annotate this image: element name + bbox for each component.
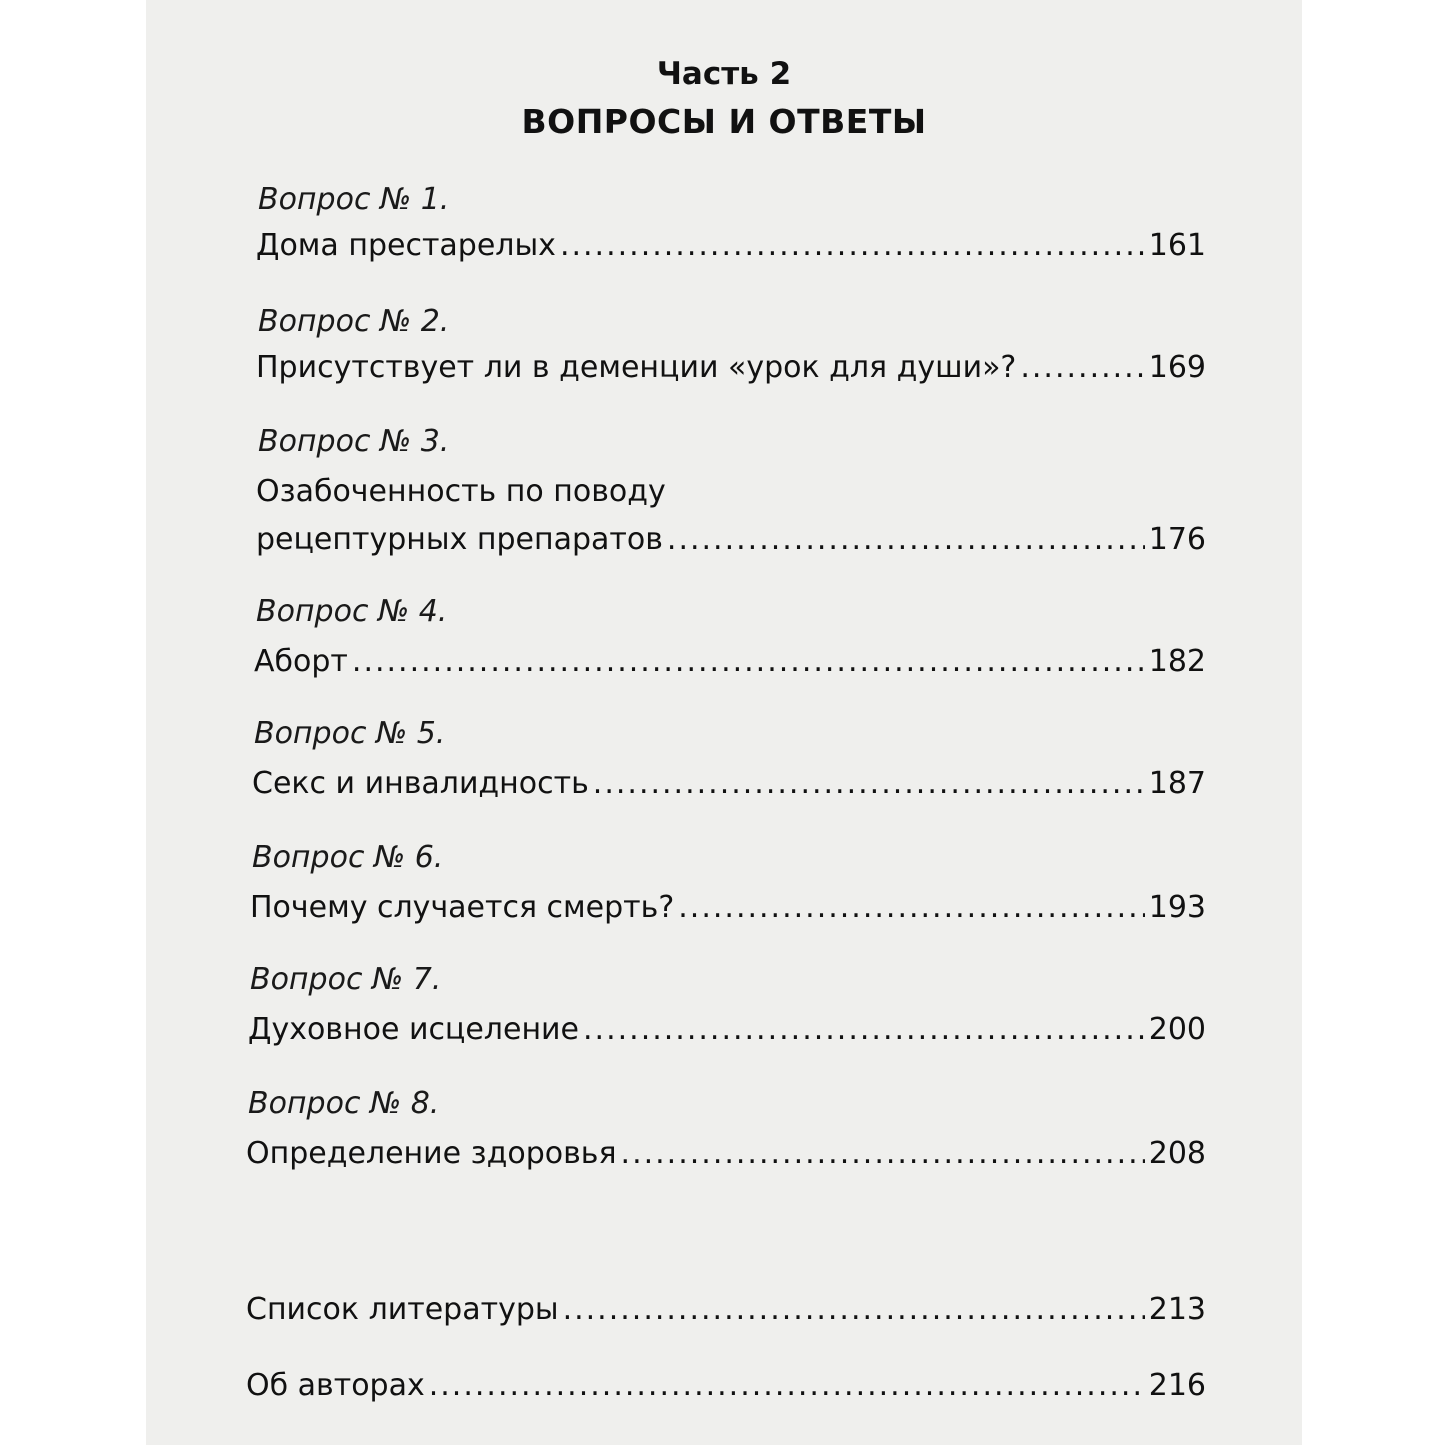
toc-entry-page: 187 bbox=[1148, 766, 1206, 801]
toc-entry-page: 169 bbox=[1148, 350, 1206, 385]
toc-entry-page: 200 bbox=[1148, 1012, 1206, 1047]
leader-dots bbox=[429, 1368, 1145, 1403]
leader-dots bbox=[1020, 350, 1144, 385]
part-label: Часть 2 bbox=[656, 56, 792, 92]
question-label: Вопрос № 6. bbox=[252, 840, 444, 875]
toc-entry[interactable] bbox=[246, 1136, 1206, 1171]
part-title: ВОПРОСЫ И ОТВЕТЫ bbox=[521, 102, 927, 141]
toc-entry[interactable] bbox=[256, 522, 1206, 557]
toc-entry[interactable] bbox=[248, 1012, 1206, 1047]
toc-entry-title-line[interactable]: Озабоченность по поводу bbox=[256, 474, 666, 509]
leader-dots bbox=[621, 1136, 1145, 1171]
toc-entry-title: Определение здоровья bbox=[246, 1136, 617, 1171]
toc-entry[interactable] bbox=[252, 766, 1206, 801]
question-label: Вопрос № 2. bbox=[258, 304, 450, 339]
toc-entry[interactable] bbox=[256, 350, 1206, 385]
toc-entry-title: Присутствует ли в деменции «урок для души»? bbox=[256, 350, 1017, 385]
toc-entry[interactable] bbox=[254, 644, 1206, 679]
leader-dots bbox=[593, 766, 1145, 801]
toc-entry[interactable] bbox=[256, 228, 1206, 263]
toc-entry-bibliography[interactable] bbox=[246, 1292, 1206, 1327]
question-label: Вопрос № 3. bbox=[258, 424, 450, 459]
question-label: Вопрос № 4. bbox=[256, 594, 448, 629]
toc-entry-title: Почему случается смерть? bbox=[250, 890, 675, 925]
question-label: Вопрос № 7. bbox=[250, 962, 442, 997]
toc-entry-title: Аборт bbox=[254, 644, 348, 679]
leader-dots bbox=[678, 890, 1144, 925]
toc-entry-page: 216 bbox=[1148, 1368, 1206, 1403]
question-label: Вопрос № 8. bbox=[248, 1086, 440, 1121]
toc-entry[interactable] bbox=[250, 890, 1206, 925]
toc-entry-page: 182 bbox=[1148, 644, 1206, 679]
leader-dots bbox=[563, 1292, 1145, 1327]
toc-entry-about-authors[interactable] bbox=[246, 1368, 1206, 1403]
leader-dots bbox=[352, 644, 1145, 679]
leader-dots bbox=[667, 522, 1145, 557]
toc-entry-page: 161 bbox=[1148, 228, 1206, 263]
question-label: Вопрос № 1. bbox=[258, 182, 450, 217]
toc-entry-page: 176 bbox=[1148, 522, 1206, 557]
toc-entry-page: 193 bbox=[1148, 890, 1206, 925]
question-label: Вопрос № 5. bbox=[254, 716, 446, 751]
toc-entry-title: Список литературы bbox=[246, 1292, 559, 1327]
leader-dots bbox=[560, 228, 1145, 263]
toc-entry-page: 208 bbox=[1148, 1136, 1206, 1171]
toc-entry-title: Об авторах bbox=[246, 1368, 425, 1403]
toc-entry-title: рецептурных препаратов bbox=[256, 522, 663, 557]
toc-entry-title: Секс и инвалидность bbox=[252, 766, 589, 801]
toc-entry-title: Духовное исцеление bbox=[248, 1012, 580, 1047]
toc-entry-page: 213 bbox=[1148, 1292, 1206, 1327]
toc-entry-title: Дома престарелых bbox=[256, 228, 556, 263]
leader-dots bbox=[583, 1012, 1145, 1047]
